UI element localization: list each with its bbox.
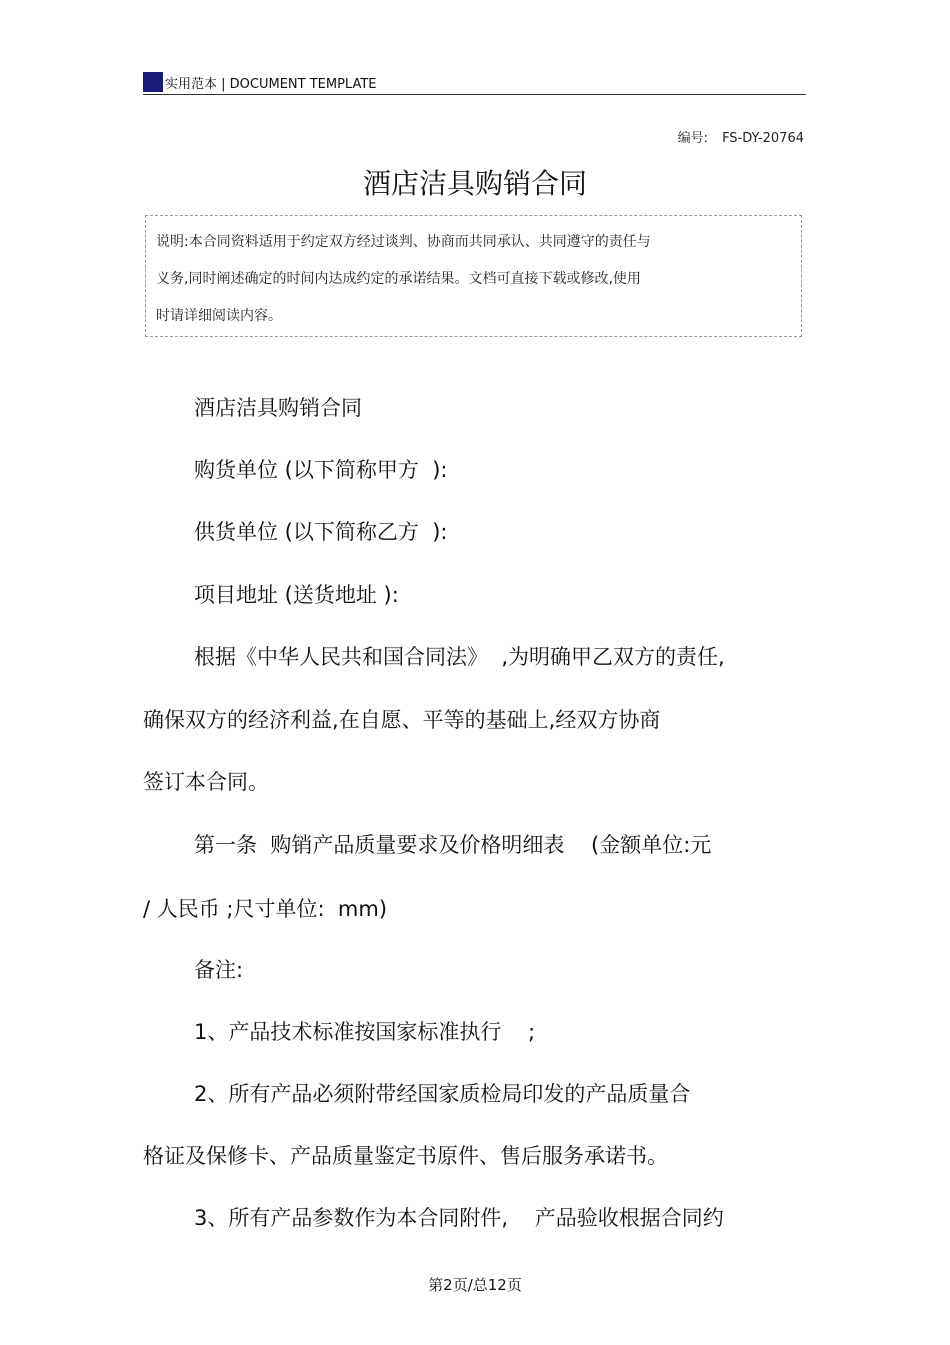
note-line: 时请详细阅读内容。 bbox=[156, 308, 282, 324]
body-line: 第一条 购销产品质量要求及价格明细表 (金额单位:元 bbox=[194, 833, 712, 857]
body-line: 根据《中华人民共和国合同法》 ,为明确甲乙双方的责任, bbox=[194, 645, 725, 669]
header-text: 实用范本 | DOCUMENT TEMPLATE bbox=[165, 77, 377, 92]
body-line: 购货单位 (以下简称甲方 ): bbox=[194, 458, 448, 482]
body-line: 签订本合同。 bbox=[143, 770, 269, 794]
body-line: 1、产品技术标准按国家标准执行 ; bbox=[194, 1020, 536, 1044]
note-line: 义务,同时阐述确定的时间内达成约定的承诺结果。文档可直接下载或修改,使用 bbox=[156, 271, 641, 287]
document-number bbox=[678, 127, 804, 146]
body-line: 格证及保修卡、产品质量鉴定书原件、售后服务承诺书。 bbox=[143, 1144, 668, 1168]
body-line: 酒店洁具购销合同 bbox=[194, 396, 362, 420]
note-box bbox=[145, 215, 802, 337]
document-number-label: 编号: bbox=[677, 131, 709, 146]
page-header bbox=[143, 70, 806, 95]
body-line: 2、所有产品必须附带经国家质检局印发的产品质量合 bbox=[194, 1082, 691, 1106]
body-line: 确保双方的经济利益,在自愿、平等的基础上,经双方协商 bbox=[143, 708, 661, 732]
body-line: / 人民币 ;尺寸单位: mm) bbox=[143, 897, 388, 921]
document-title: 酒店洁具购销合同 bbox=[362, 167, 587, 200]
document-number-value: FS-DY-20764 bbox=[722, 131, 804, 146]
body-line: 供货单位 (以下简称乙方 ): bbox=[194, 520, 448, 544]
body-line: 3、所有产品参数作为本合同附件, 产品验收根据合同约 bbox=[194, 1206, 724, 1230]
note-line: 说明:本合同资料适用于约定双方经过谈判、协商而共同承认、共同遵守的责任与 bbox=[156, 234, 651, 250]
logo-square-icon bbox=[143, 72, 163, 92]
body-line: 项目地址 (送货地址 ): bbox=[194, 583, 399, 607]
body-line: 备注: bbox=[194, 958, 244, 982]
page-number: 第2页/总12页 bbox=[428, 1276, 522, 1294]
